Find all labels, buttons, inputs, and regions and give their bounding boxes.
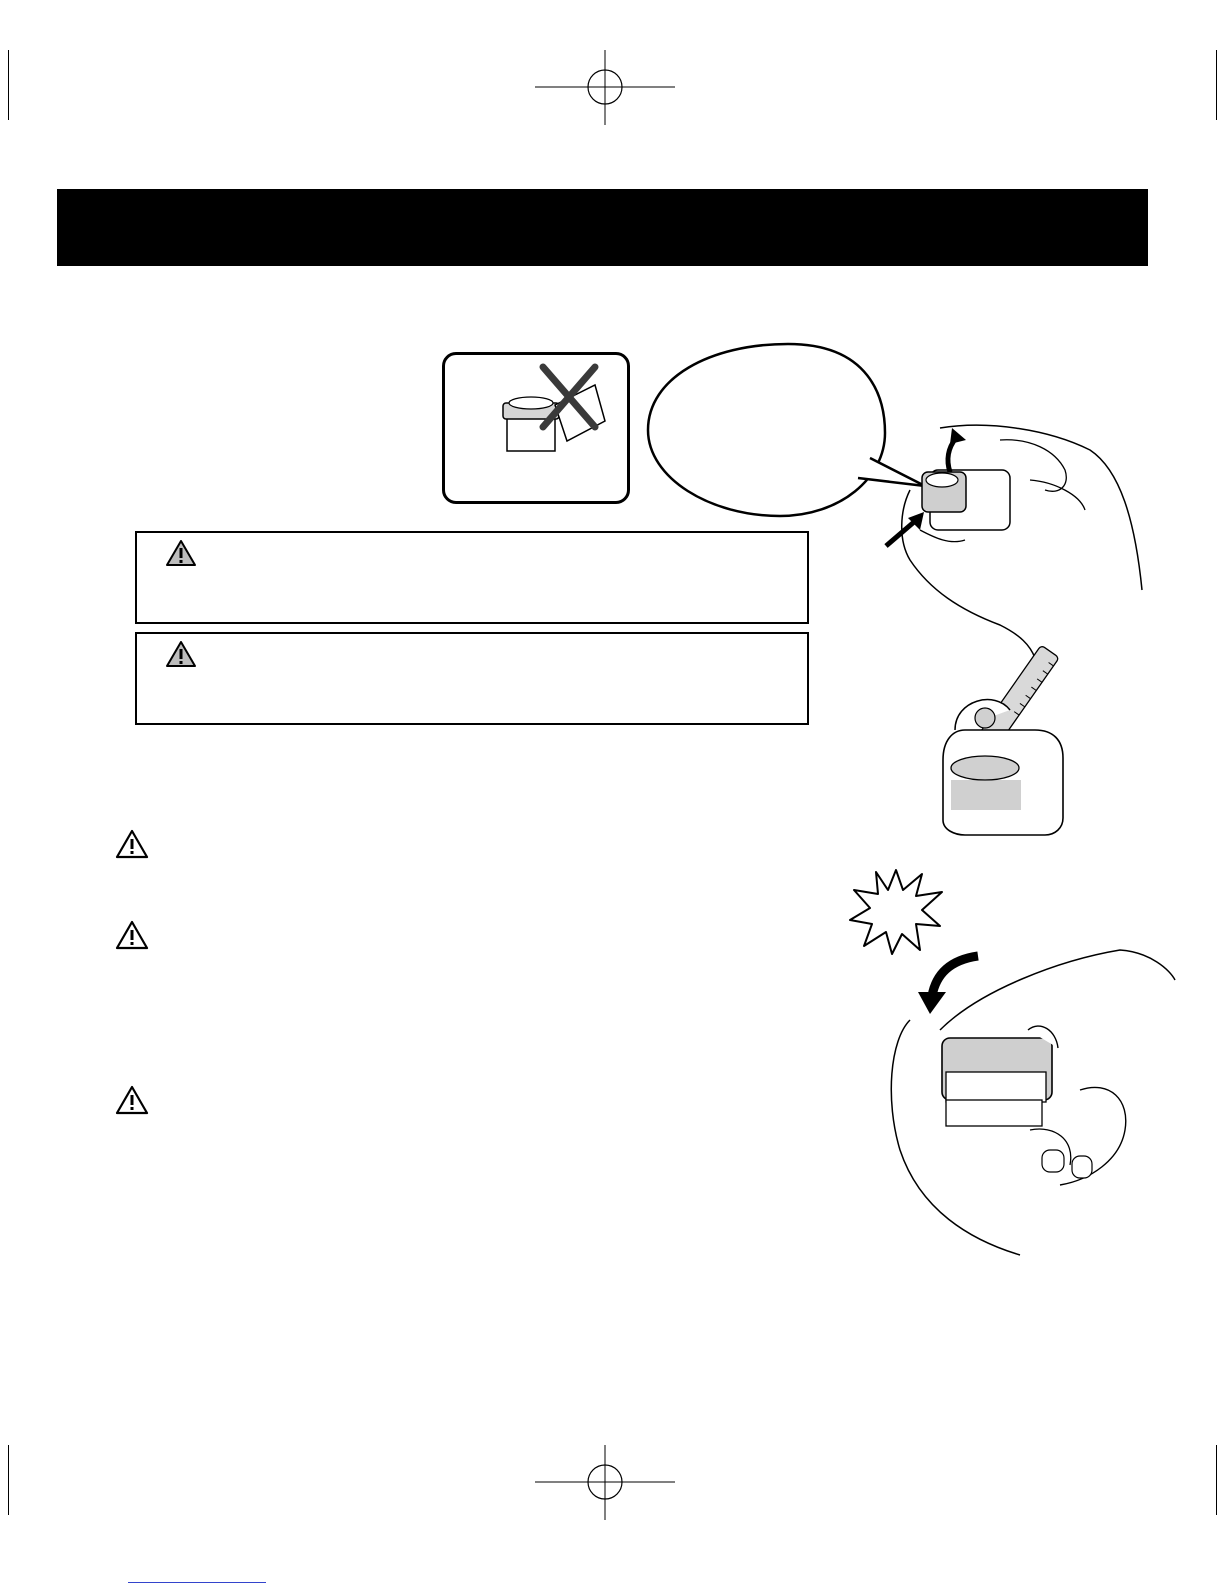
warning-box-2 bbox=[135, 632, 809, 725]
link-underline bbox=[128, 1582, 266, 1583]
warning-triangle-icon bbox=[115, 1085, 149, 1115]
crop-mark-br-v bbox=[1216, 1445, 1217, 1515]
syringe-refilling-illustration bbox=[935, 640, 1075, 840]
crop-mark-tr-v bbox=[1216, 50, 1217, 120]
crop-mark-bl-v bbox=[8, 1445, 9, 1515]
warning-triangle-icon bbox=[115, 920, 149, 950]
registration-mark-top bbox=[535, 50, 675, 125]
header-bar bbox=[57, 189, 1148, 266]
cartridge-tilted-prohibited-illustration bbox=[445, 355, 627, 501]
warning-box-1 bbox=[135, 531, 809, 624]
registration-mark-bottom bbox=[535, 1445, 675, 1520]
hand-pressing-lid-illustration bbox=[880, 930, 1180, 1260]
hand-opening-lid-illustration bbox=[880, 410, 1150, 660]
warning-triangle-icon bbox=[165, 640, 197, 668]
warning-triangle-icon bbox=[115, 829, 149, 859]
prohibited-illustration-box bbox=[442, 352, 630, 504]
crop-mark-tl-v bbox=[8, 50, 9, 120]
warning-triangle-icon bbox=[165, 539, 197, 567]
